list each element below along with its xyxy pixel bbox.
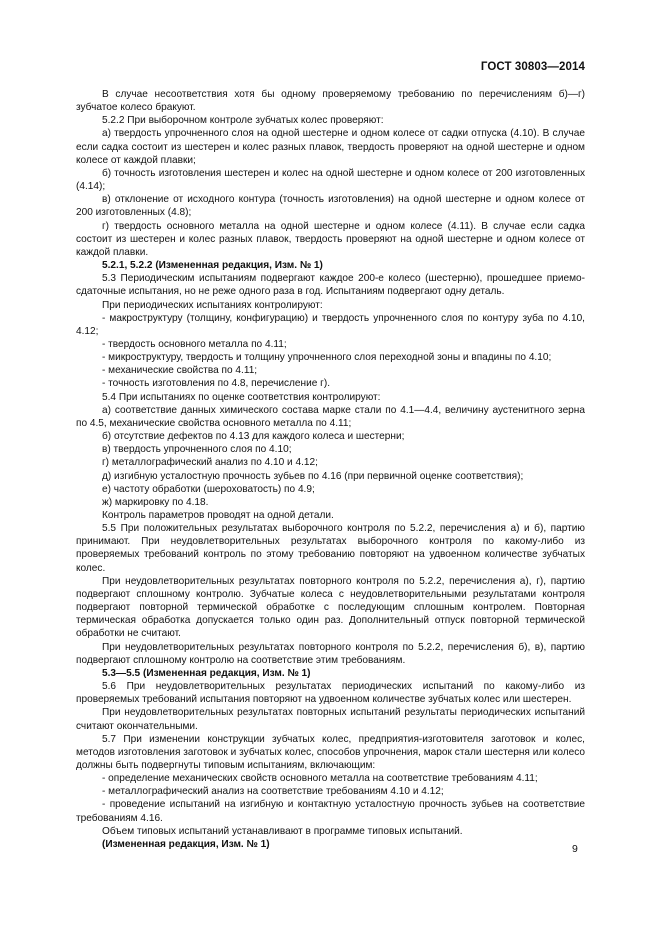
paragraph: При неудовлетворительных результатах повторного контроля по 5.2.2, перечисления а), г), партию подвергают сплошному контролю. Зубчатые колеса с неудовлетворительными результатами контроля подвергают повторной термической обработке с последующим сплошным контролем. Повторная термическая обработка допускается только один раз. Дополнительный отпуск повторной термической обработки не считают.	[76, 575, 585, 640]
paragraph: - металлографический анализ на соответствие требованиям 4.10 и 4.12;	[102, 786, 444, 798]
paragraph: При неудовлетворительных результатах повторных испытаний результаты периодических испытаний считают окончательными.	[76, 707, 585, 732]
paragraph: 5.5 При положительных результатах выборочного контроля по 5.2.2, перечисления а) и б), партию принимают. При неудовлетворительных результатах выборочного контроля по какому-либо из проверяемых требований контроль по этому требованию повторяют на удвоенном количестве зубчатых колес.	[76, 523, 585, 574]
paragraph: г) металлографический анализ по 4.10 и 4.12;	[102, 457, 318, 469]
paragraph: В случае несоответствия хотя бы одному проверяемому требованию по перечислениям б)—г) зубчатое колесо бракуют.	[76, 89, 585, 114]
paragraph: 5.7 При изменении конструкции зубчатых колес, предприятия-изготовителя заготовок и колес, методов изготовления заготовок и зубчатых колес, способов упрочнения, марок стали шестерня или колесо должны быть подвергнуты типовым испытаниям, включающим:	[76, 733, 585, 771]
document-header: ГОСТ 30803—2014	[480, 61, 585, 73]
paragraph: б) отсутствие дефектов по 4.13 для каждого колеса и шестерни;	[102, 431, 405, 443]
paragraph: Объем типовых испытаний устанавливают в программе типовых испытаний.	[102, 825, 463, 837]
paragraph: 5.2.2 При выборочном контроле зубчатых колес проверяют:	[102, 115, 384, 127]
paragraph: - проведение испытаний на изгибную и контактную усталостную прочность зубьев на соответствие требованиям 4.16.	[76, 799, 585, 824]
paragraph: в) твердость упрочненного слоя по 4.10;	[102, 444, 292, 456]
paragraph: - микроструктуру, твердость и толщину упрочненного слоя переходной зоны и впадины по 4.10;	[102, 352, 552, 364]
document-body	[76, 88, 585, 851]
paragraph: д) изгибную усталостную прочность зубьев по 4.16 (при первичной оценке соответствия);	[102, 470, 524, 482]
amendment-note: (Измененная редакция, Изм. № 1)	[102, 838, 270, 850]
paragraph: б) точность изготовления шестерен и колес на одной шестерне и одном колесе от 200 изготовленных (4.14);	[76, 167, 585, 193]
paragraph: - макроструктуру (толщину, конфигурацию) и твердость упрочненного слоя по контуру зуба по 4.10, 4.12;	[76, 312, 585, 337]
paragraph: - точность изготовления по 4.8, перечисление г).	[102, 378, 331, 390]
paragraph: ж) маркировку по 4.18.	[102, 496, 209, 508]
paragraph: - механические свойства по 4.11;	[102, 365, 258, 377]
paragraph: - определение механических свойств основного металла на соответствие требованиям 4.11;	[102, 773, 538, 785]
paragraph: 5.3 Периодическим испытаниям подвергают каждое 200-е колесо (шестерню), прошедшее приемо-сдаточные испытания, но не реже одного раза в год. Испытаниям подвергают одну деталь.	[76, 273, 585, 298]
paragraph: При неудовлетворительных результатах повторного контроля по 5.2.2, перечисления б), в), партию подвергают сплошному контролю на соответствие этим требованиям.	[76, 641, 585, 666]
amendment-note: 5.2.1, 5.2.2 (Измененная редакция, Изм. № 1)	[102, 260, 323, 272]
paragraph: е) частоту обработки (шероховатость) по 4.9;	[102, 483, 315, 495]
amendment-note: 5.3—5.5 (Измененная редакция, Изм. № 1)	[102, 667, 311, 679]
page-number: 9	[572, 843, 578, 855]
paragraph: 5.6 При неудовлетворительных результатах периодических испытаний по какому-либо из проверяемых требований испытания повторяют на удвоенном количестве зубчатых колес или шестерен.	[76, 681, 585, 706]
paragraph: в) отклонение от исходного контура (точность изготовления) на одной шестерне и одном колесе от 200 изготовленных (4.8);	[76, 194, 585, 219]
paragraph: - твердость основного металла по 4.11;	[102, 338, 287, 350]
paragraph: г) твердость основного металла на одной шестерне и одном колесе (4.11). В случае если садка состоит из шестерен и колес разных плавок, твердость проверяют на одной шестерне и одном колесе от каждой плавки.	[76, 220, 585, 258]
paragraph: а) твердость упрочненного слоя на одной шестерне и одном колесе от садки отпуска (4.10). В случае если садка состоит из шестерен и колес разных плавок, твердость проверяют на одной шестерне и одном колесе от каждой плавки;	[76, 128, 585, 166]
paragraph: а) соответствие данных химического состава марке стали по 4.1—4.4, величину аустенитного зерна по 4.5, механические свойства основного металла по 4.11;	[76, 404, 585, 429]
paragraph: Контроль параметров проводят на одной детали.	[102, 510, 334, 521]
paragraph: При периодических испытаниях контролируют:	[102, 299, 323, 311]
paragraph: 5.4 При испытаниях по оценке соответствия контролируют:	[102, 391, 381, 403]
